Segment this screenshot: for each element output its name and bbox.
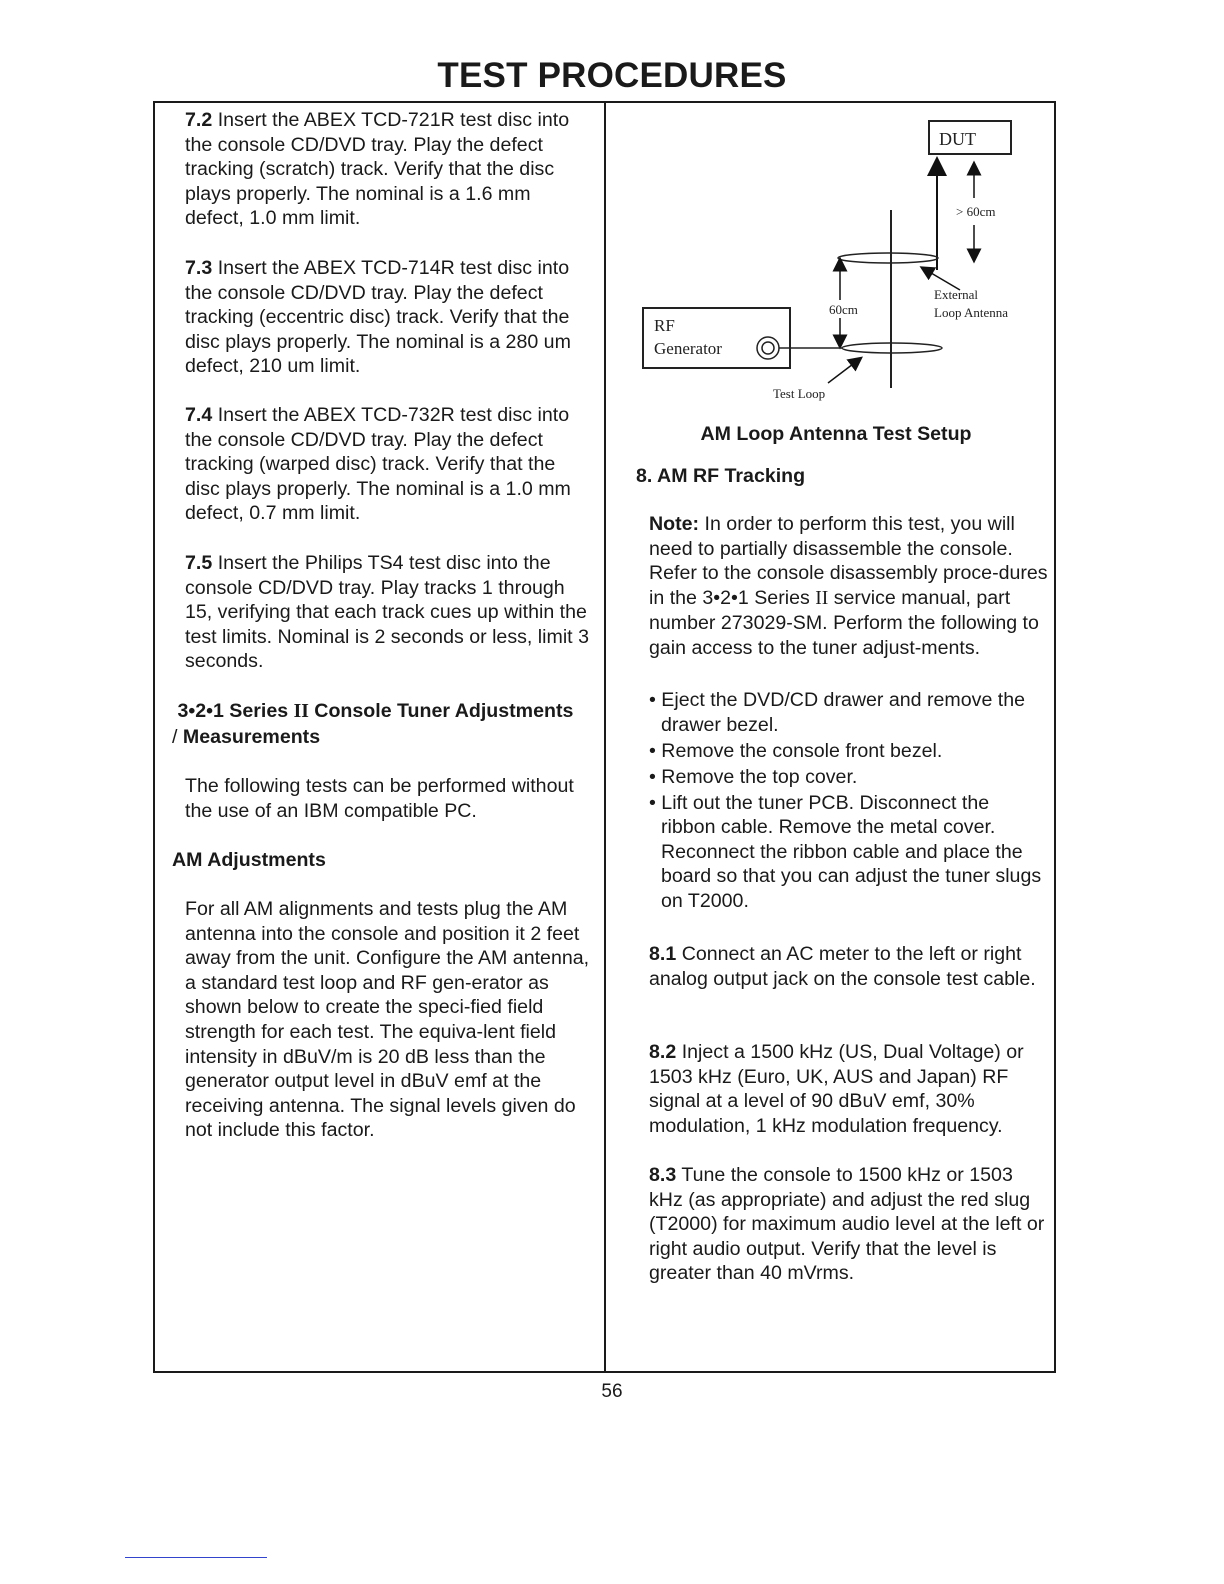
intro-text: The following tests can be performed without the use of an IBM compatible PC.: [185, 775, 574, 822]
external-label: External: [934, 287, 979, 302]
gt60-label: > 60cm: [956, 204, 996, 219]
rf-label: RF: [654, 316, 675, 335]
step-7-4: 7.4 Insert the ABEX TCD-732R test disc into the console CD/DVD tray. Play the defect tracking (warped disc) track. Verify that the disc plays properly. The nominal is a 1.0 mm defect, 0.7 mm limit.: [185, 404, 571, 525]
step-8-1: 8.1 Connect an AC meter to the left or right analog output jack on the console test cable.: [649, 943, 1036, 990]
section-heading-tuner: 3•2•1 Series II Console Tuner Adjustments / Measurements: [172, 700, 574, 748]
am-adjustments-text: For all AM alignments and tests plug the AM antenna into the console and position it 2 feet away from the unit. Configure the AM antenna, a standard test loop and RF gen-erator as shown below to create the speci-fied field strength for each test. The equiva-lent field intensity in dBuV/m is 20 dB less than the generator output level in dBuV emf at the receiving antenna. The signal levels given do not include this factor.: [185, 898, 590, 1142]
am-loop-antenna-diagram: [630, 110, 1040, 410]
step-7-5: 7.5 Insert the Philips TS4 test disc into the console CD/DVD tray. Play tracks 1 through 15, verifying that each track cues up within the test limits. Nominal is 2 seconds or less, limit 3 seconds.: [185, 552, 589, 673]
step-7-2: 7.2 Insert the ABEX TCD-721R test disc into the console CD/DVD tray. Play the defect tracking (scratch) track. Verify that the disc plays properly. The nominal is a 1.6 mm defect, 1.0 mm limit.: [185, 109, 570, 230]
list-item: • Remove the console front bezel.: [649, 739, 943, 762]
note-paragraph: Note: In order to perform this test, you will need to partially disassemble the console. Refer to the console disassembly proce-dures in the 3•2•1 Series II service manual, part number 273029-SM. Perform the following to gain access to the tuner adjust-ments.: [649, 513, 1048, 659]
column-divider: [604, 101, 606, 1373]
test-loop-pointer: [828, 361, 857, 383]
step-8-2: 8.2 Inject a 1500 kHz (US, Dual Voltage) or 1503 kHz (Euro, UK, AUS and Japan) RF signal at a level of 90 dBuV emf, 30% modulation, 1 kHz modulation frequency.: [649, 1041, 1024, 1137]
diagram-caption: AM Loop Antenna Test Setup: [700, 423, 972, 445]
cm60-label: 60cm: [829, 302, 858, 317]
page-number: 56: [601, 1381, 623, 1402]
list-item: • Remove the top cover.: [649, 765, 858, 788]
external-loop-antenna: [838, 253, 938, 263]
step-8-3: 8.3 Tune the console to 1500 kHz or 1503 kHz (as appropriate) and adjust the red slug (T2000) for maximum audio level at the left or right audio output. Verify that the level is greater than 40 mVrms.: [649, 1164, 1045, 1285]
test-loop-label: Test Loop: [773, 386, 826, 401]
step-7-3: 7.3 Insert the ABEX TCD-714R test disc into the console CD/DVD tray. Play the defect tracking (eccentric disc) track. Verify that the disc plays properly. The nominal is a 280 um defect, 210 um limit.: [185, 257, 571, 378]
section-8-heading: 8. AM RF Tracking: [636, 465, 806, 487]
am-adjustments-heading: AM Adjustments: [172, 849, 326, 871]
dut-label: DUT: [939, 129, 976, 149]
list-item: • Eject the DVD/CD drawer and remove the drawer bezel.: [649, 689, 1026, 736]
loop-antenna-label: Loop Antenna: [934, 305, 1009, 320]
page-title: TEST PROCEDURES: [437, 56, 787, 95]
list-item: • Lift out the tuner PCB. Disconnect the ribbon cable. Remove the metal cover. Reconnect the ribbon cable and place the board so that you can adjust the tuner slugs on T2000.: [649, 791, 1042, 912]
generator-label: Generator: [654, 339, 722, 358]
disassembly-list: [649, 688, 1049, 915]
footnote-rule: [125, 1557, 267, 1558]
